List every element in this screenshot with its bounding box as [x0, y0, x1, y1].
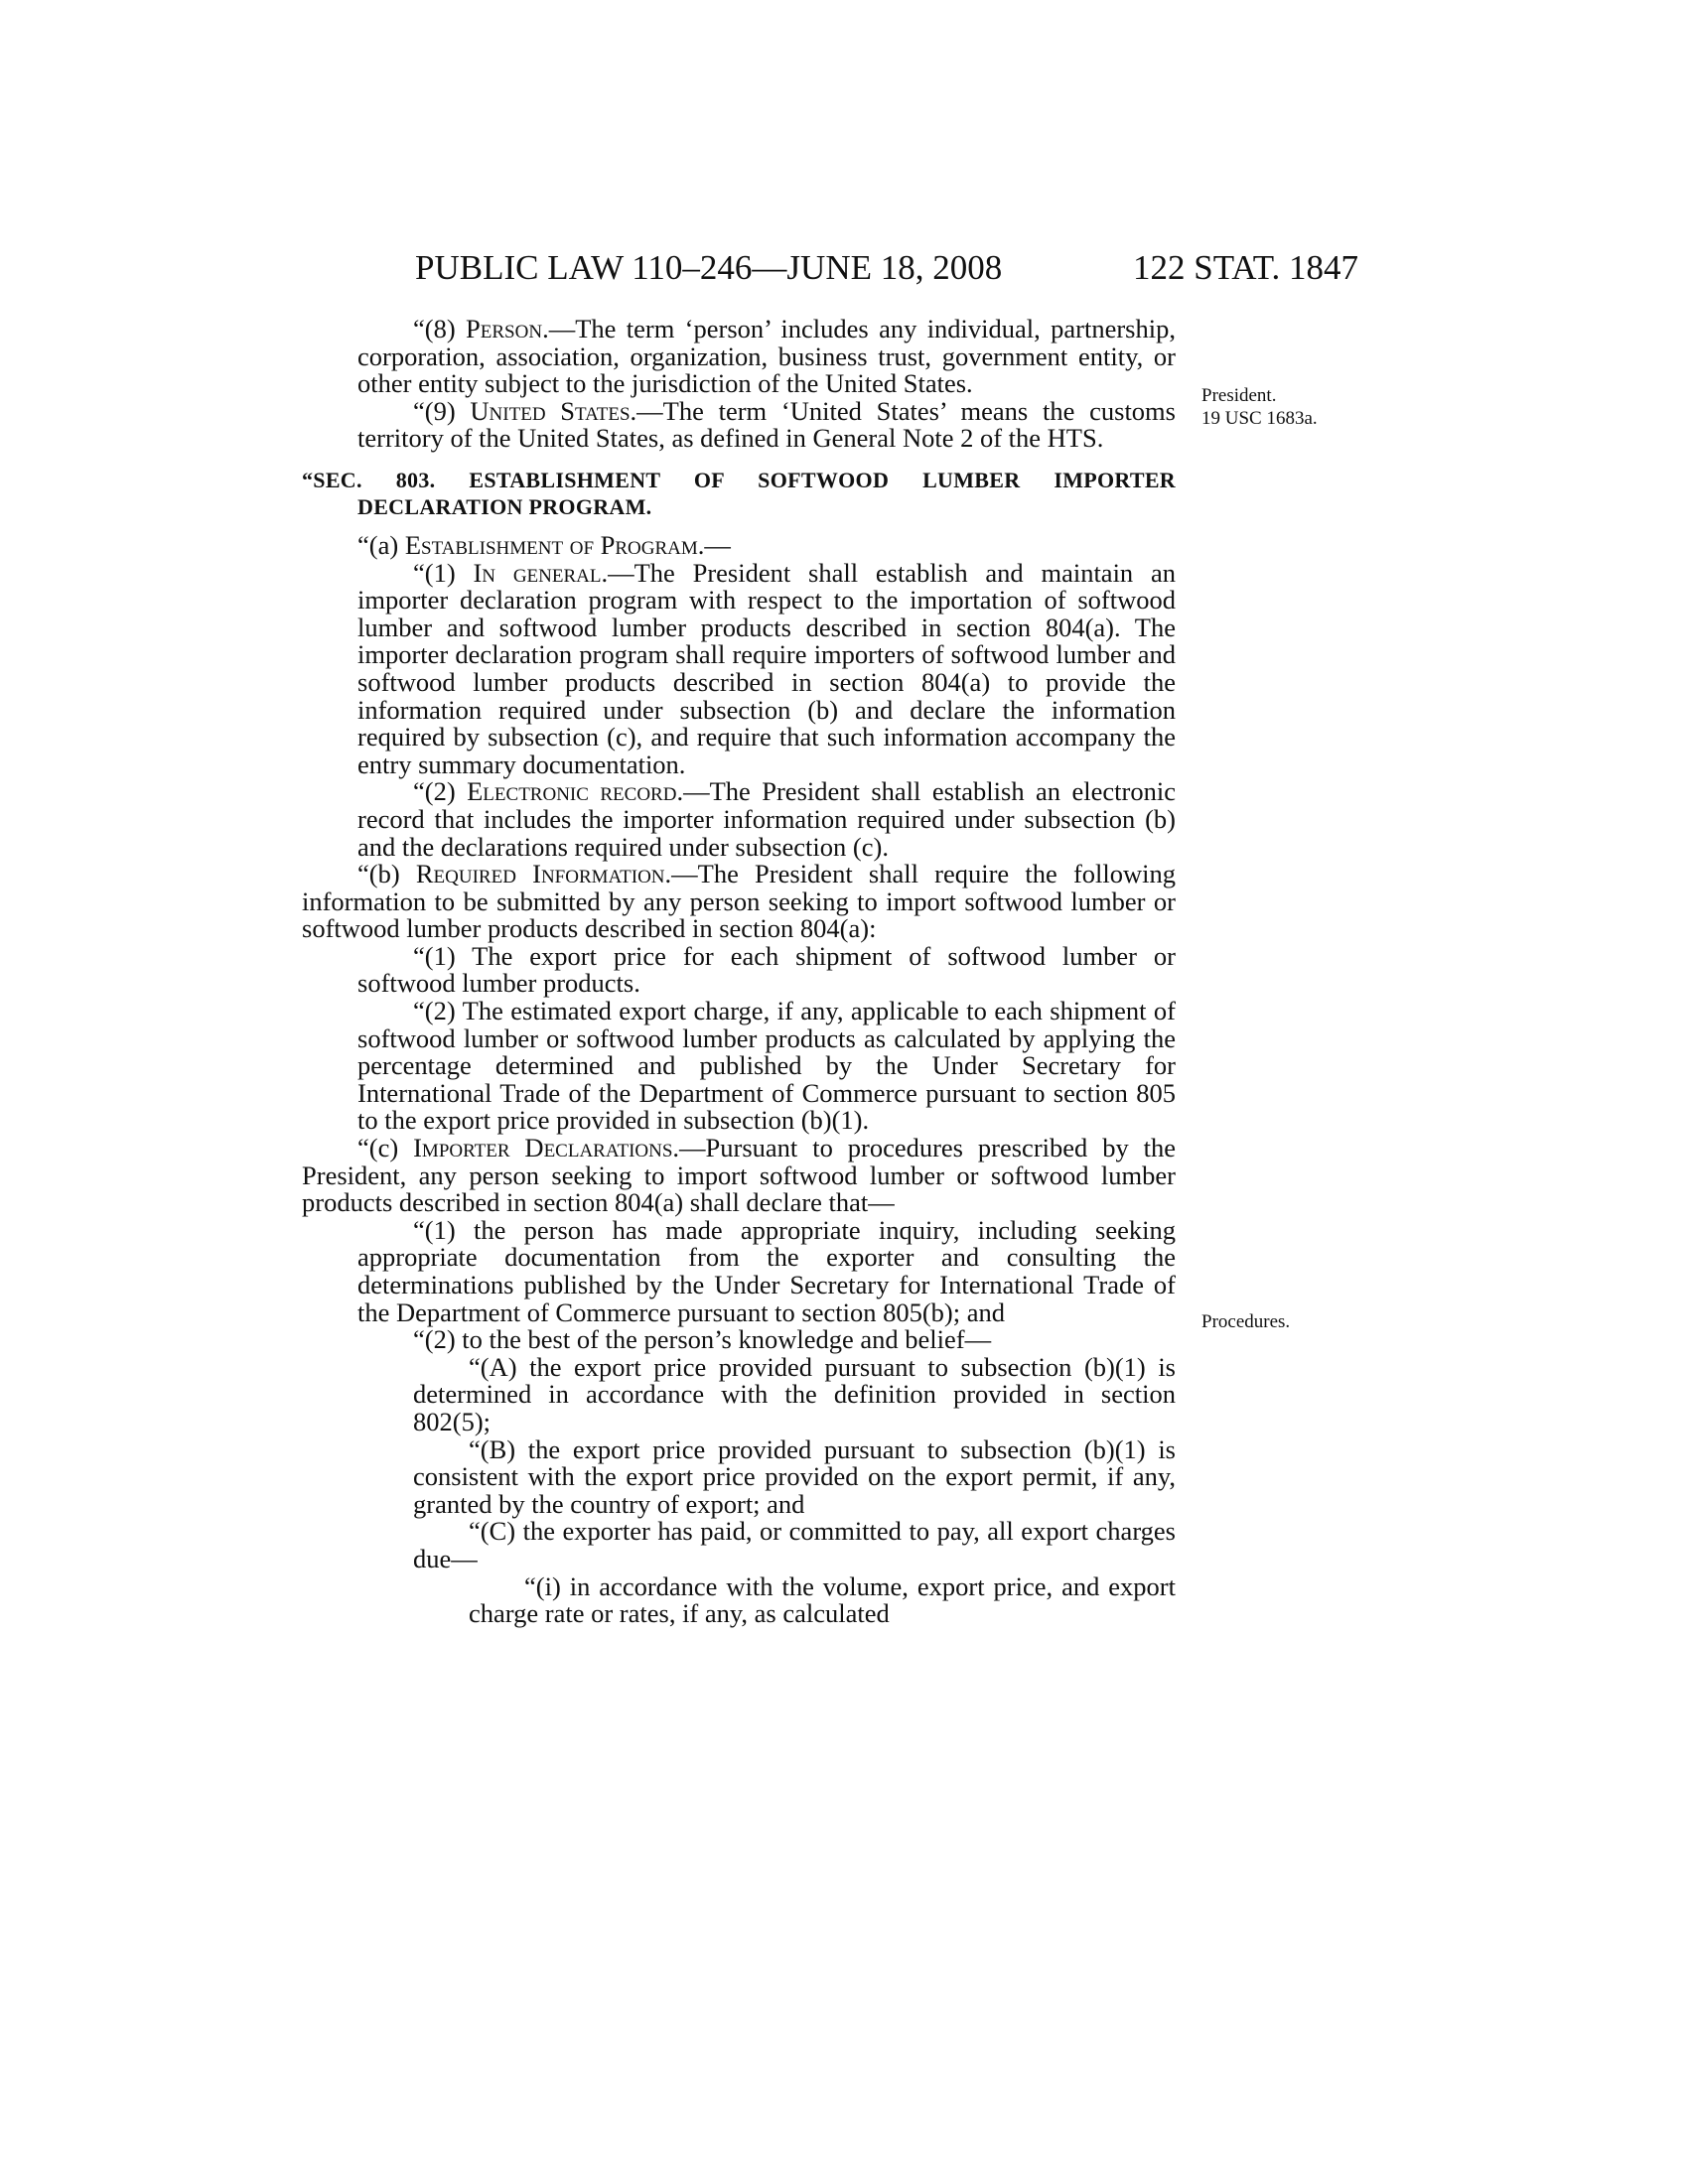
margin-note-procedures: Procedures. [1201, 1311, 1291, 1332]
page-header [415, 248, 1358, 288]
paragraph-a1: “(1) In general.—The President shall establish and maintain an importer declaration program with respect to the importation of softwood lumber and softwood lumber products described in section 804(a). The importer declaration program shall require importers of softwood lumber and softwood lumber products described in section 804(a) to provide the information required under subsection (b) and declare the information required by subsection (c), and require that such information accompany the entry summary documentation. [357, 557, 1176, 779]
paragraph-c1: “(1) the person has made appropriate inquiry, including seeking appropriate documentation from the exporter and consulting the determinations published by the Under Secretary for International Trade of the Department of Commerce pursuant to section 805(b); and [357, 1214, 1176, 1327]
paragraph-8-person: “(8) Person.—The term ‘person’ includes any individual, partnership, corporation, association, organization, business trust, government entity, or other entity subject to the jurisdiction of the United States. [357, 314, 1176, 399]
margin-note-president: President. [1201, 385, 1277, 406]
header-title: PUBLIC LAW 110–246—JUNE 18, 2008 [415, 248, 1003, 287]
paragraph-c2: “(2) to the best of the person’s knowledge and belief— [413, 1324, 992, 1355]
document-body [302, 316, 1176, 1628]
subsection-a: “(a) Establishment of Program.— [357, 529, 731, 560]
paragraph-a2: “(2) Electronic record.—The President shall establish an electronic record that includes the importer information required under subsection (b) and the declarations required under subsection (c). [357, 776, 1176, 862]
subsection-c: “(c) Importer Declarations.—Pursuant to procedures prescribed by the President, any person seeking to import softwood lumber or softwood lumber products described in section 804(a) shall declare that— [302, 1133, 1176, 1218]
paragraph-b2: “(2) The estimated export charge, if any, applicable to each shipment of softwood lumber or softwood lumber products as calculated by applying the percentage determined and published by the Under Secretary for International Trade of the Department of Commerce pursuant to section 805 to the export price provided in subsection (b)(1). [357, 996, 1176, 1136]
paragraph-9-united-states: “(9) United States.—The term ‘United States’ means the customs territory of the United States, as defined in General Note 2 of the HTS. [357, 395, 1176, 454]
margin-note-usc: 19 USC 1683a. [1201, 408, 1318, 429]
subparagraph-c2C: “(C) the exporter has paid, or committed to pay, all export charges due— [413, 1516, 1176, 1573]
subparagraph-c2B: “(B) the export price provided pursuant to subsection (b)(1) is consistent with the export price provided on the export permit, if any, granted by the country of export; and [413, 1433, 1176, 1519]
clause-c2Ci: “(i) in accordance with the volume, export price, and export charge rate or rates, if any, as calculated [469, 1570, 1176, 1629]
subsection-b: “(b) Required Information.—The President shall require the following information to be submitted by any person seeking to import softwood lumber or softwood lumber products described in section 804(a): [302, 859, 1176, 944]
subparagraph-c2A: “(A) the export price provided pursuant to subsection (b)(1) is determined in accordance with the definition provided in section 802(5); [413, 1351, 1176, 1436]
paragraph-b1: “(1) The export price for each shipment of softwood lumber or softwood lumber products. [357, 940, 1176, 999]
header-page-number: 122 STAT. 1847 [1133, 248, 1358, 287]
section-803-heading: “SEC. 803. ESTABLISHMENT OF SOFTWOOD LUMBER IMPORTER DECLARATION PROGRAM. [302, 467, 1176, 519]
